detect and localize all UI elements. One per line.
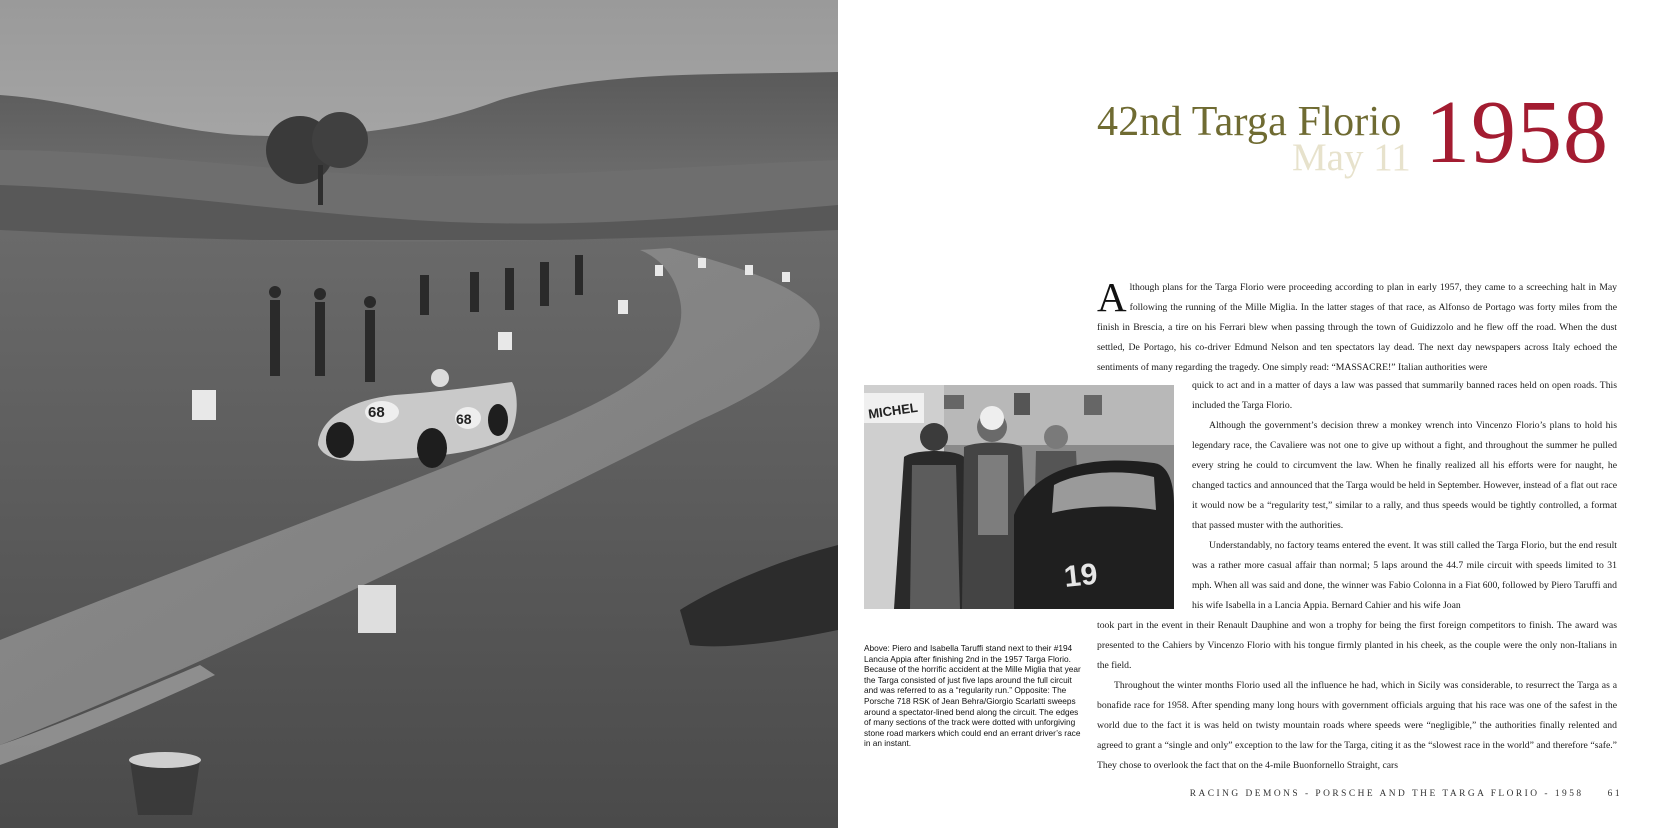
article-paragraph-1 xyxy=(1097,274,1617,378)
car-number-text-side: 68 xyxy=(456,411,472,427)
article-p1-text: lthough plans for the Targa Florio were proceeding according to plan in early 1957, they came to a screeching halt in May following the running of the Mille Miglia. In the latter stages of that race, as Alfonso de Portago was forty miles from the finish in Brescia, a tire on his Ferrari blew when passing through the town of Guidizzolo and he flew off the road. When the dust settled, De Portago, his co-driver Edmund Nelson and ten spectators lay dead. The next day newspapers across Italy echoed the sentiments of many regarding the tragedy. One simply read: “MASSACRE!” Italian authorities were xyxy=(1097,282,1617,373)
article-p1-continued: quick to act and in a matter of days a law was passed that summarily banned races held on open roads. This included the Targa Florio. xyxy=(1192,380,1617,411)
photo-caption: Above: Piero and Isabella Taruffi stand next to their #194 Lancia Appia after finishing 2nd in the 1957 Targa Florio. Because of the horrific accident at the Mille Miglia that year the Targa consisted of just five laps around the full circuit and was referred to as a “regularity run.” Opposite: The Porsche 718 RSK of Jean Behra/Giorgio Scarlatti sweeps around a spectator-lined bend along the circuit. The edges of many sections of the track were dotted with unforgiving stone road markers which could end an errant driver’s race in an instant. xyxy=(864,643,1081,749)
article-full-column xyxy=(1097,616,1617,776)
article-narrow-column xyxy=(1192,376,1617,616)
page-number: 61 xyxy=(1607,789,1622,799)
running-title: RACING DEMONS - PORSCHE AND THE TARGA FLORIO - 1958 xyxy=(1189,789,1584,799)
event-year: 1958 xyxy=(1425,83,1609,182)
car-number-text: 68 xyxy=(368,404,385,421)
inset-car-number-text: 19 xyxy=(1062,557,1100,594)
article-paragraph-4: Throughout the winter months Florio used all the influence he had, which in Sicily was considerable, to resurrect the Targa as a bonafide race for 1958. After spending many long hours with government officials arguing that his race was one of the safest in the world due to the fact it is was held on twisty mountain roads where speeds were “negligible,” the authorities finally relented and agreed to grant a “single and only” exception to the law for the Targa, citing it as the “slowest race in the world” and therefore “safe.” They chose to overlook the fact that on the 4-mile Buonfornello Straight, cars xyxy=(1097,680,1617,771)
inset-taruffi-photo xyxy=(864,385,1174,609)
event-title: 42nd Targa Florio xyxy=(1097,99,1402,145)
michelin-sign-text: MICHEL xyxy=(867,399,919,422)
event-date: May 11 xyxy=(1292,136,1411,179)
article-paragraph-2: Although the government’s decision threw a monkey wrench into Vincenzo Florio’s plans to hold his legendary race, the Cavaliere was not one to give up without a fight, and throughout the summer he pulled every string he could to circumvent the law. When he finally realized all his efforts were for naught, he changed tactics and announced that the Targa would be held in September. However, instead of a flat out race it would now be a “regularity test,” similar to a rally, and thus speeds would be tightly controlled, a format that passed muster with the authorities. xyxy=(1192,420,1617,531)
article-paragraph-3: Understandably, no factory teams entered the event. It was still called the Targa Florio, but the end result was a rather more casual affair than normal; 5 laps around the 44.7 mile circuit with speeds limited to 31 mph. When all was said and done, the winner was Fabio Colonna in a Fiat 600, followed by Piero Taruffi and his wife Isabella in a Lancia Appia. Bernard Cahier and his wife Joan xyxy=(1192,540,1617,611)
drop-cap: A xyxy=(1097,274,1127,320)
article-p3-continued: took part in the event in their Renault Dauphine and won a trophy for being the first foreign competitors to finish. The award was presented to the Cahiers by Vincenzo Florio with his tongue firmly planted in his cheek, as the couple were the only non-Italians in the field. xyxy=(1097,620,1617,671)
page-footer xyxy=(1172,789,1622,799)
